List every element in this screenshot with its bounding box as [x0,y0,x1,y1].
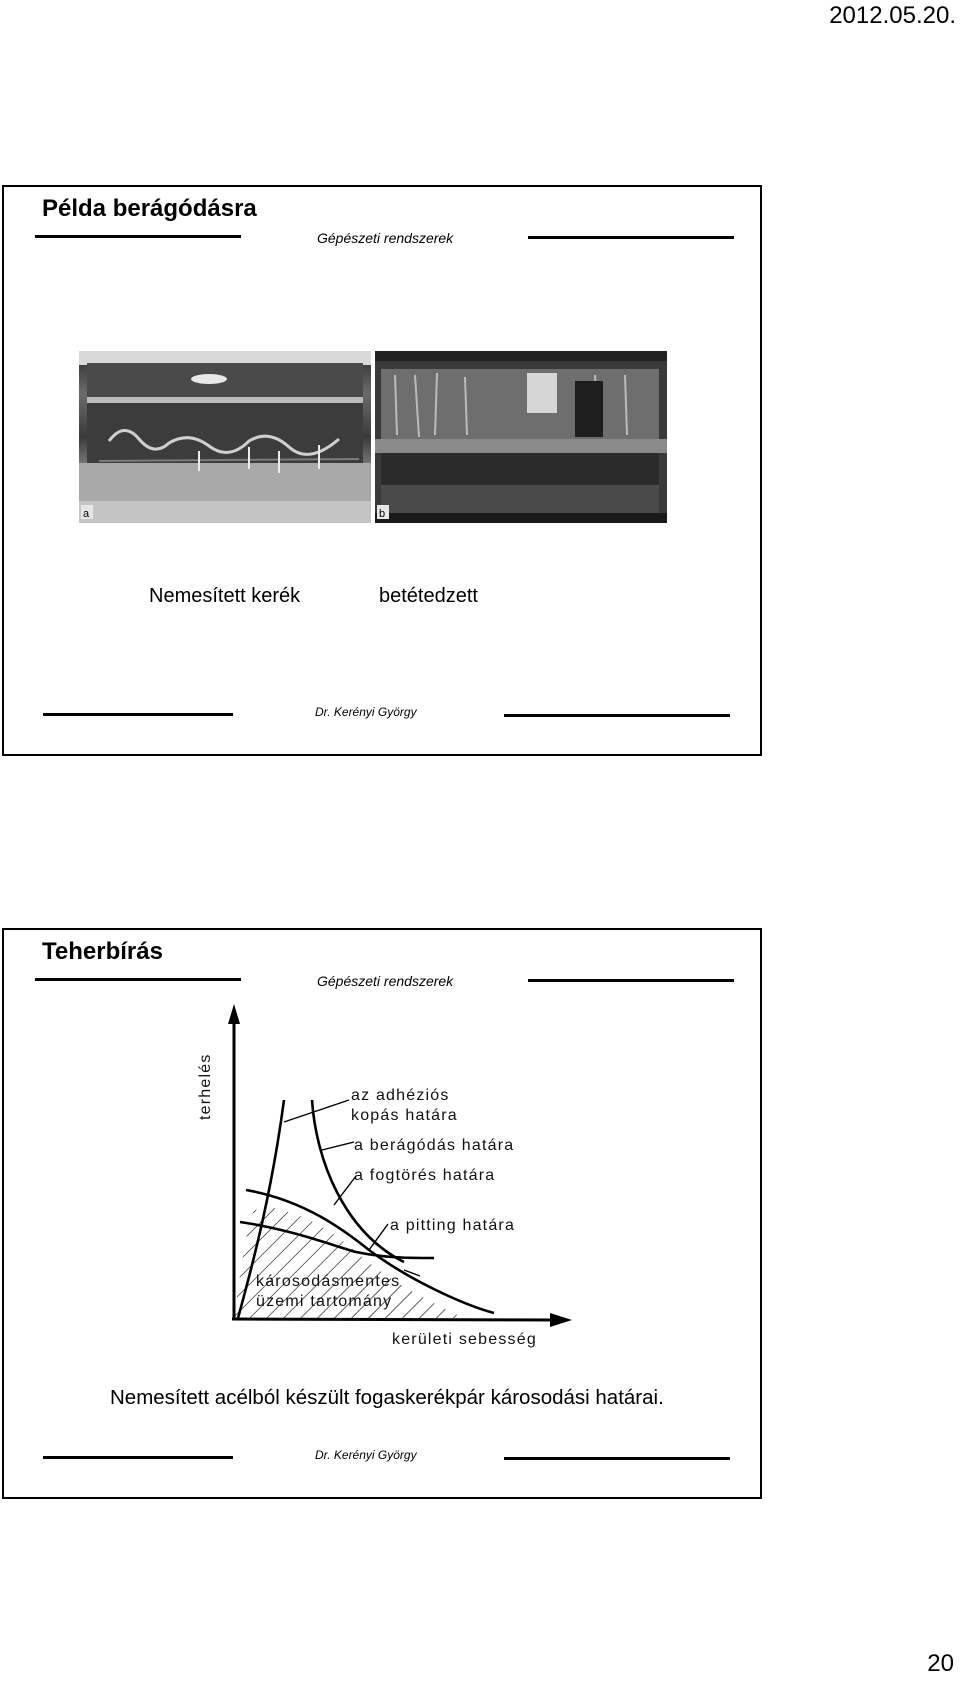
footer-rule-left [43,713,233,716]
photo-label-b: b [379,508,386,520]
adhesion-label-1: az adhéziós [351,1087,450,1104]
adhesion-label-2: kopás határa [351,1107,458,1124]
safe-region-label-1: károsodásmentes [256,1273,401,1290]
caption-tempered: Nemesített kerék [149,585,301,607]
page-number: 20 [927,1650,954,1677]
course-label: Gépészeti rendszerek [317,973,454,989]
gear-photo-tempered [79,351,371,523]
pitting-label: a pitting határa [390,1217,516,1234]
slide-berágódás [2,185,762,756]
safe-region-label-2: üzemi tartomány [256,1293,393,1310]
footer-rule-right [504,1457,730,1460]
scuffing-label: a berágódás határa [354,1137,515,1154]
slide-title: Példa berágódásra [42,195,257,222]
photo-label-a: a [83,508,90,520]
print-date: 2012.05.20. [829,2,956,29]
slide-title: Teherbírás [42,938,163,965]
header-rule-right [528,236,734,239]
x-axis-label: kerületi sebesség [392,1331,537,1348]
author-label: Dr. Kerényi György [315,1448,417,1462]
footer-rule-right [504,714,730,717]
course-label: Gépészeti rendszerek [317,230,454,246]
gear-photo-casehardened [375,351,667,523]
x-axis [232,1319,562,1320]
diagram-caption: Nemesített acélból készült fogaskerékpár károsodási határai. [110,1386,664,1409]
slide-teherbírás [2,928,762,1499]
header-rule-right [528,979,734,982]
breakage-label: a fogtörés határa [354,1167,496,1184]
footer-rule-left [43,1456,233,1459]
x-axis-arrow-icon [550,1313,572,1327]
author-label: Dr. Kerényi György [315,705,417,719]
y-axis-arrow-icon [228,1004,240,1024]
load-capacity-diagram [194,1000,594,1350]
caption-casehardened: betétedzett [379,585,478,607]
header-rule-left [35,235,241,238]
header-rule-left [35,978,241,981]
y-axis-label: terhelés [197,1053,214,1120]
